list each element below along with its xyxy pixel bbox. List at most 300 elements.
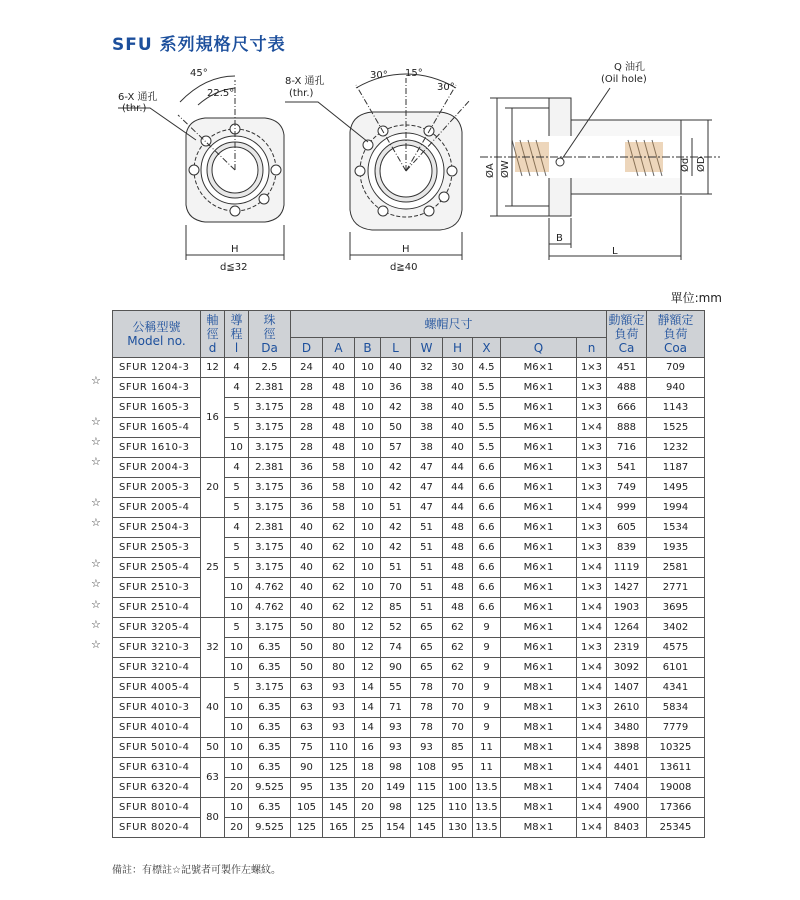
cell-coa: 1525 [647,418,705,438]
cell-B: 14 [355,678,381,698]
cell-Q: M8×1 [501,778,577,798]
cell-Q: M6×1 [501,358,577,378]
cell-coa: 10325 [647,738,705,758]
cell-X: 6.6 [473,518,501,538]
cell-da: 4.762 [249,598,291,618]
cell-H: 30 [443,358,473,378]
cell-B: 10 [355,498,381,518]
cell-coa: 19008 [647,778,705,798]
cell-D: 125 [291,818,323,838]
star-icon: ☆ [91,516,101,530]
cell-Q: M6×1 [501,558,577,578]
cell-B: 20 [355,778,381,798]
cell-W: 38 [411,418,443,438]
model-cell: SFUR 8010-4 [113,798,201,818]
shaft-diameter-cell: 40 [201,678,225,738]
cell-B: 10 [355,538,381,558]
model-cell: SFUR 3205-4 [113,618,201,638]
cell-da: 6.35 [249,658,291,678]
cell-n: 1×3 [577,538,607,558]
cell-L: 51 [381,498,411,518]
cell-L: 90 [381,658,411,678]
cell-A: 93 [323,698,355,718]
header-ball: 珠 徑 Da [249,311,291,358]
cell-coa: 1534 [647,518,705,538]
cell-n: 1×4 [577,498,607,518]
cell-ca: 1427 [607,578,647,598]
cell-Q: M6×1 [501,478,577,498]
cell-ca: 1264 [607,618,647,638]
mid-angle-15: 15° [405,68,423,79]
model-cell: SFUR 3210-4 [113,658,201,678]
cell-D: 40 [291,518,323,538]
shaft-diameter-cell: 32 [201,618,225,678]
cell-coa: 3402 [647,618,705,638]
header-col-W: W [411,338,443,358]
star-icon [91,391,105,411]
cell-X: 11 [473,758,501,778]
star-icon: ☆ [91,455,101,469]
cell-D: 24 [291,358,323,378]
star-icon [91,798,105,818]
cell-n: 1×4 [577,678,607,698]
table-row [113,758,705,778]
cell-X: 5.5 [473,418,501,438]
cell-W: 108 [411,758,443,778]
cell-W: 51 [411,598,443,618]
cell-da: 4.762 [249,578,291,598]
cell-da: 3.175 [249,398,291,418]
table-row [113,518,705,538]
cell-A: 48 [323,418,355,438]
cell-H: 48 [443,538,473,558]
cell-W: 78 [411,698,443,718]
cell-W: 145 [411,818,443,838]
table-row [113,618,705,638]
header-col-H: H [443,338,473,358]
cell-D: 36 [291,478,323,498]
cell-da: 3.175 [249,538,291,558]
cell-Q: M6×1 [501,398,577,418]
star-icon [91,534,105,554]
cell-da: 3.175 [249,558,291,578]
cell-ca: 541 [607,458,647,478]
cell-H: 70 [443,678,473,698]
cell-n: 1×3 [577,478,607,498]
cell-A: 48 [323,398,355,418]
cell-B: 10 [355,418,381,438]
cell-A: 62 [323,578,355,598]
cell-Q: M6×1 [501,518,577,538]
cell-da: 9.525 [249,778,291,798]
cell-D: 28 [291,378,323,398]
cell-X: 11 [473,738,501,758]
left-thread-markers [91,371,105,859]
model-cell: SFUR 2505-3 [113,538,201,558]
cell-Q: M6×1 [501,458,577,478]
cell-ca: 1903 [607,598,647,618]
cell-H: 48 [443,558,473,578]
cell-da: 2.5 [249,358,291,378]
cell-L: 55 [381,678,411,698]
cell-W: 78 [411,678,443,698]
cell-Q: M8×1 [501,698,577,718]
cell-A: 58 [323,478,355,498]
left-holes-label: 6-X 通孔 [118,92,158,103]
cell-X: 13.5 [473,818,501,838]
left-angle-22: 22.5° [207,88,235,99]
cell-L: 154 [381,818,411,838]
cell-Q: M6×1 [501,438,577,458]
cell-H: 44 [443,478,473,498]
cell-X: 9 [473,678,501,698]
cell-L: 42 [381,538,411,558]
cell-A: 110 [323,738,355,758]
cell-B: 12 [355,618,381,638]
cell-l: 10 [225,598,249,618]
cell-n: 1×3 [577,638,607,658]
cell-L: 36 [381,378,411,398]
model-cell: SFUR 2004-3 [113,458,201,478]
cell-A: 93 [323,718,355,738]
cell-X: 4.5 [473,358,501,378]
shaft-diameter-cell: 20 [201,458,225,518]
star-icon: ☆ [91,374,101,387]
cell-n: 1×3 [577,378,607,398]
cell-W: 32 [411,358,443,378]
cell-Q: M6×1 [501,538,577,558]
cell-Q: M6×1 [501,658,577,678]
cell-W: 65 [411,618,443,638]
cell-W: 78 [411,718,443,738]
cell-A: 125 [323,758,355,778]
cell-ca: 2610 [607,698,647,718]
table-row [113,458,705,478]
cell-l: 4 [225,458,249,478]
cell-D: 63 [291,698,323,718]
cell-da: 3.175 [249,618,291,638]
cell-B: 10 [355,478,381,498]
oil-hole-en-label: (Oil hole) [601,74,647,85]
star-icon [91,676,105,696]
cell-da: 3.175 [249,418,291,438]
cell-W: 51 [411,538,443,558]
dim-l-label: L [612,246,618,257]
cell-D: 40 [291,558,323,578]
mid-angle-30b: 30° [437,82,455,93]
star-icon [91,473,105,493]
cell-coa: 7779 [647,718,705,738]
cell-H: 130 [443,818,473,838]
star-icon [91,839,105,859]
cell-n: 1×4 [577,558,607,578]
cell-W: 51 [411,578,443,598]
left-h-label: H [231,244,239,255]
cell-X: 6.6 [473,498,501,518]
cell-L: 98 [381,758,411,778]
cell-Q: M8×1 [501,678,577,698]
cell-l: 20 [225,818,249,838]
cell-X: 6.6 [473,458,501,478]
cell-l: 10 [225,438,249,458]
cell-da: 6.35 [249,758,291,778]
cell-l: 5 [225,498,249,518]
cell-W: 51 [411,558,443,578]
cell-L: 74 [381,638,411,658]
header-shaft: 軸 徑 d [201,311,225,358]
cell-n: 1×3 [577,398,607,418]
cell-ca: 1407 [607,678,647,698]
cell-da: 3.175 [249,478,291,498]
header-lead: 導 程 l [225,311,249,358]
cell-A: 62 [323,598,355,618]
model-cell: SFUR 2005-3 [113,478,201,498]
cell-da: 6.35 [249,698,291,718]
cell-B: 10 [355,358,381,378]
cell-D: 28 [291,418,323,438]
cell-L: 70 [381,578,411,598]
cell-L: 93 [381,718,411,738]
cell-H: 70 [443,718,473,738]
cell-B: 25 [355,818,381,838]
model-cell: SFUR 1204-3 [113,358,201,378]
model-cell: SFUR 5010-4 [113,738,201,758]
cell-ca: 488 [607,378,647,398]
cell-X: 6.6 [473,478,501,498]
left-thr-label: (thr.) [122,103,147,114]
cell-H: 48 [443,598,473,618]
model-cell: SFUR 2510-4 [113,598,201,618]
cell-D: 40 [291,578,323,598]
cell-L: 51 [381,558,411,578]
star-icon [91,758,105,778]
dim-d-large-label: ØD [696,156,707,172]
spec-table [112,310,705,838]
header-model: 公稱型號 Model no. [113,311,201,358]
technical-drawings [0,60,800,275]
cell-L: 85 [381,598,411,618]
cell-A: 80 [323,638,355,658]
cell-coa: 1187 [647,458,705,478]
cell-l: 5 [225,418,249,438]
cell-ca: 999 [607,498,647,518]
cell-L: 98 [381,798,411,818]
shaft-diameter-cell: 63 [201,758,225,798]
shaft-diameter-cell: 80 [201,798,225,838]
cell-n: 1×4 [577,598,607,618]
cell-B: 10 [355,518,381,538]
cell-X: 6.6 [473,538,501,558]
mid-angle-30a: 30° [370,70,388,81]
model-cell: SFUR 4010-3 [113,698,201,718]
cell-B: 12 [355,658,381,678]
cell-L: 149 [381,778,411,798]
cell-W: 65 [411,638,443,658]
cell-n: 1×4 [577,418,607,438]
star-icon: ☆ [91,577,101,591]
cell-A: 80 [323,618,355,638]
cell-l: 10 [225,698,249,718]
star-icon: ☆ [91,597,101,611]
cell-A: 80 [323,658,355,678]
cell-W: 93 [411,738,443,758]
cell-A: 40 [323,358,355,378]
cell-ca: 839 [607,538,647,558]
star-icon [91,697,105,717]
cell-H: 48 [443,518,473,538]
cell-coa: 4341 [647,678,705,698]
cell-l: 10 [225,798,249,818]
cell-ca: 3092 [607,658,647,678]
cell-B: 14 [355,698,381,718]
cell-B: 16 [355,738,381,758]
cell-A: 165 [323,818,355,838]
cell-X: 6.6 [473,558,501,578]
cell-da: 3.175 [249,498,291,518]
cell-ca: 3898 [607,738,647,758]
cell-ca: 605 [607,518,647,538]
cell-X: 13.5 [473,778,501,798]
cell-da: 6.35 [249,798,291,818]
cell-H: 44 [443,458,473,478]
cell-Q: M6×1 [501,638,577,658]
dim-b-label: B [556,233,563,244]
cell-H: 48 [443,578,473,598]
star-icon [91,819,105,839]
cell-H: 100 [443,778,473,798]
cell-B: 10 [355,578,381,598]
cell-n: 1×4 [577,618,607,638]
cell-A: 93 [323,678,355,698]
cell-D: 36 [291,458,323,478]
cell-H: 40 [443,378,473,398]
page-title: SFU 系列規格尺寸表 [112,35,286,55]
cell-n: 1×3 [577,518,607,538]
cell-B: 10 [355,378,381,398]
cell-W: 47 [411,458,443,478]
model-cell: SFUR 6310-4 [113,758,201,778]
cell-ca: 888 [607,418,647,438]
dim-d-small-label: Ød [680,157,691,172]
cell-ca: 749 [607,478,647,498]
shaft-diameter-cell: 16 [201,378,225,458]
cell-H: 70 [443,698,473,718]
header-col-n: n [577,338,607,358]
cell-ca: 4401 [607,758,647,778]
cell-da: 3.175 [249,438,291,458]
cell-W: 65 [411,658,443,678]
cell-L: 42 [381,478,411,498]
header-static: 靜額定 負荷 Coa [647,311,705,358]
cell-W: 115 [411,778,443,798]
cell-D: 95 [291,778,323,798]
shaft-diameter-cell: 50 [201,738,225,758]
cell-ca: 8403 [607,818,647,838]
cell-H: 95 [443,758,473,778]
dim-w-label: ØW [500,160,511,178]
cell-n: 1×4 [577,738,607,758]
cell-L: 50 [381,418,411,438]
cell-D: 105 [291,798,323,818]
cell-X: 5.5 [473,378,501,398]
left-angle-45: 45° [190,68,208,79]
cell-l: 5 [225,618,249,638]
cell-coa: 5834 [647,698,705,718]
model-cell: SFUR 2005-4 [113,498,201,518]
cell-coa: 1495 [647,478,705,498]
cell-A: 62 [323,558,355,578]
star-icon [91,656,105,676]
model-cell: SFUR 4005-4 [113,678,201,698]
cell-Q: M6×1 [501,378,577,398]
cell-ca: 716 [607,438,647,458]
cell-da: 2.381 [249,518,291,538]
cell-coa: 940 [647,378,705,398]
star-icon: ☆ [91,414,101,428]
cell-W: 47 [411,498,443,518]
cell-H: 40 [443,398,473,418]
cell-B: 12 [355,598,381,618]
cell-l: 10 [225,638,249,658]
table-row [113,378,705,398]
model-cell: SFUR 2505-4 [113,558,201,578]
header-col-X: X [473,338,501,358]
table-row [113,358,705,378]
cell-ca: 4900 [607,798,647,818]
cell-D: 75 [291,738,323,758]
cell-W: 51 [411,518,443,538]
cell-H: 62 [443,658,473,678]
model-cell: SFUR 6320-4 [113,778,201,798]
cell-coa: 1143 [647,398,705,418]
cell-da: 9.525 [249,818,291,838]
cell-coa: 4575 [647,638,705,658]
cell-L: 42 [381,458,411,478]
header-dynamic: 動額定 負荷 Ca [607,311,647,358]
star-icon: ☆ [91,638,101,652]
cell-coa: 2581 [647,558,705,578]
cell-ca: 3480 [607,718,647,738]
cell-Q: M8×1 [501,738,577,758]
cell-l: 10 [225,658,249,678]
cell-D: 50 [291,618,323,638]
model-cell: SFUR 4010-4 [113,718,201,738]
cell-H: 110 [443,798,473,818]
cell-n: 1×4 [577,798,607,818]
cell-D: 36 [291,498,323,518]
cell-l: 5 [225,478,249,498]
header-col-L: L [381,338,411,358]
spec-table-body [113,358,705,838]
cell-n: 1×3 [577,578,607,598]
header-col-Q: Q [501,338,577,358]
header-col-D: D [291,338,323,358]
cell-X: 9 [473,718,501,738]
cell-L: 57 [381,438,411,458]
cell-ca: 451 [607,358,647,378]
cell-B: 18 [355,758,381,778]
cell-L: 42 [381,398,411,418]
cell-l: 5 [225,678,249,698]
cell-D: 28 [291,438,323,458]
star-icon [91,778,105,798]
star-icon [91,717,105,737]
cell-Q: M6×1 [501,618,577,638]
cell-X: 9 [473,618,501,638]
cell-l: 4 [225,518,249,538]
cell-l: 5 [225,538,249,558]
cell-coa: 1232 [647,438,705,458]
